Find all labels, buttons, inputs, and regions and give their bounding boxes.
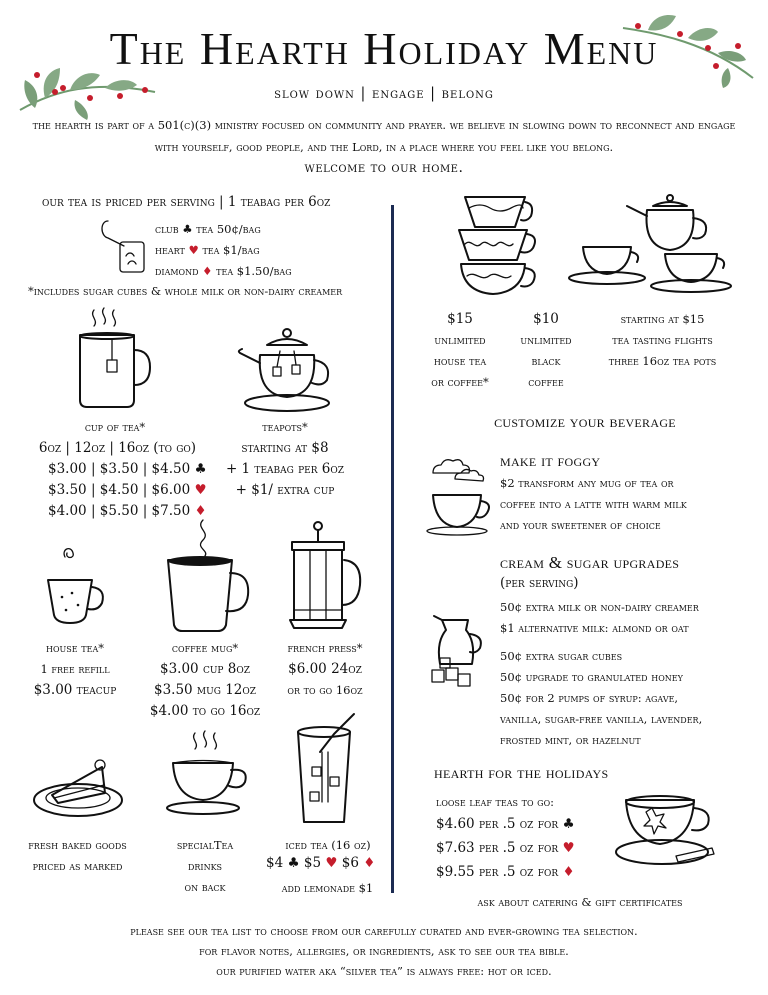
house-tea-price: $3.00 teacup	[33, 682, 117, 698]
coffee-mug-l3: $4.00 to go 16oz	[149, 703, 261, 719]
heart-icon: ♥	[194, 482, 207, 498]
heart-price-line: heart ♥ tea $1/bag	[155, 243, 260, 257]
teapots-l1: starting at $8	[241, 440, 329, 456]
club-icon: ♣	[194, 461, 207, 477]
welcome-text: welcome to our home.	[304, 160, 464, 176]
diamond-icon: ♦	[562, 864, 575, 880]
unlimited-house-l1: unlimited	[434, 333, 486, 347]
footer-line-2: for flavor notes, allergies, or ingredients, ask to see our tea bible.	[199, 944, 569, 958]
teapots-label: teapots*	[262, 420, 308, 434]
french-press-l1: $6.00 24oz	[288, 661, 362, 677]
iced-tea-glass-icon	[292, 712, 362, 827]
tea-pricing-heading: our tea is priced per serving | 1 teabag per 6oz	[42, 194, 331, 210]
footer-line-1: please see our tea list to choose from our carefully curated and ever-growing tea selection.	[130, 924, 638, 938]
special-tea-l2: drinks	[187, 859, 223, 873]
sugar-l1: 50¢ extra sugar cubes	[500, 649, 623, 663]
tasting-flight-l2: tea tasting flights	[612, 333, 713, 347]
diamond-icon: ♦	[202, 264, 213, 278]
cup-club-prices: $3.00 | $3.50 | $4.50 ♣	[48, 461, 207, 477]
sugar-l5: frosted mint, or hazelnut	[500, 733, 641, 747]
sugar-l3: 50¢ for 2 pumps of syrup: agave,	[500, 691, 679, 705]
foggy-cup-icon	[425, 455, 495, 535]
french-press-label: french press*	[287, 641, 363, 655]
coffee-mug-l2: $3.50 mug 12oz	[153, 682, 257, 698]
stacked-cups-icon	[455, 192, 545, 302]
catering-note: ask about catering & gift certificates	[477, 895, 683, 909]
holiday-diamond-price: $9.55 per .5 oz for ♦	[436, 864, 575, 880]
intro-text: the hearth is part of a 501(c)(3) ministry focused on community and prayer. we believe in slowing down to reconnect and engage with yourself, good people, and the Lord, in a place where you feel like you belong.	[32, 118, 736, 154]
cream-sugar-title: cream & sugar upgrades	[500, 553, 680, 572]
column-divider	[391, 205, 394, 893]
creamer-sugar-icon	[428, 612, 498, 692]
teacup-icon	[40, 545, 120, 630]
holiday-heart-price: $7.63 per .5 oz for ♥	[436, 840, 575, 856]
tagline: slow down | engage | belong	[274, 86, 494, 102]
teabag-icon	[98, 216, 148, 276]
heart-icon: ♥	[562, 840, 575, 856]
cup-sizes: 6oz | 12oz | 16oz (to go)	[38, 440, 197, 456]
sugar-l4: vanilla, sugar-free vanilla, lavender,	[500, 712, 703, 726]
coffee-mug-label: coffee mug*	[171, 641, 239, 655]
coffee-mug-icon	[158, 515, 258, 635]
baked-goods-l2: priced as marked	[32, 859, 123, 873]
club-icon: ♣	[182, 222, 193, 236]
french-press-icon	[280, 520, 370, 635]
teapots-l2: + 1 teabag per 6oz	[225, 461, 345, 477]
club-icon: ♣	[562, 816, 575, 832]
teapot-and-cups-icon	[565, 192, 745, 292]
special-tea-l3: on back	[184, 880, 226, 894]
diamond-icon: ♦	[194, 503, 207, 519]
cream-sugar-subtitle: (per serving)	[500, 575, 579, 591]
unlimited-black-l2: black	[531, 354, 561, 368]
tasting-flight-l1: starting at $15	[620, 312, 705, 326]
foggy-l2: coffee into a latte with warm milk	[500, 497, 687, 511]
club-icon: ♣	[287, 855, 300, 871]
iced-tea-prices: $4 ♣ $5 ♥ $6 ♦	[266, 855, 376, 871]
foggy-l1: $2 transform any mug of tea or	[500, 476, 674, 490]
iced-tea-label: iced tea (16 oz)	[285, 838, 371, 852]
footer-line-3: our purified water aka “silver tea” is always free: hot or iced.	[216, 964, 552, 978]
cake-slice-icon	[30, 755, 130, 825]
club-price-line: club ♣ tea 50¢/bag	[155, 222, 261, 236]
heart-icon: ♥	[325, 855, 338, 871]
page-title: The Hearth Holiday Menu	[109, 23, 659, 74]
sugar-l2: 50¢ upgrade to granulated honey	[500, 670, 683, 684]
fancy-teacup-icon	[165, 728, 255, 823]
cup-of-tea-label: cup of tea*	[84, 420, 146, 434]
unlimited-black-l3: coffee	[528, 375, 564, 389]
unlimited-house-price: $15	[447, 311, 473, 327]
foggy-l3: and your sweetener of choice	[500, 518, 661, 532]
customize-heading: customize your beverage	[494, 412, 676, 431]
tea-pricing-note: *includes sugar cubes & whole milk or non-dairy creamer	[28, 284, 343, 298]
heart-icon: ♥	[188, 243, 199, 257]
unlimited-house-l2: house tea	[433, 354, 487, 368]
house-tea-label: house tea*	[46, 641, 104, 655]
iced-tea-lemonade: add lemonade $1	[281, 881, 374, 895]
holidays-subheading: loose leaf teas to go:	[436, 795, 555, 809]
teapots-l3: + $1/ extra cup	[235, 482, 335, 498]
holiday-cup-icon	[612, 790, 722, 875]
coffee-mug-l1: $3.00 cup 8oz	[160, 661, 250, 677]
cup-diamond-prices: $4.00 | $5.50 | $7.50 ♦	[48, 503, 207, 519]
unlimited-black-l1: unlimited	[520, 333, 572, 347]
unlimited-black-price: $10	[533, 311, 559, 327]
cup-heart-prices: $3.50 | $4.50 | $6.00 ♥	[48, 482, 207, 498]
holiday-club-price: $4.60 per .5 oz for ♣	[436, 816, 575, 832]
foggy-title: make it foggy	[500, 451, 601, 470]
baked-goods-l1: fresh baked goods	[28, 838, 127, 852]
tea-mug-icon	[72, 305, 162, 415]
cream-l2: $1 alternative milk: almond or oat	[500, 621, 689, 635]
unlimited-house-l3: or coffee*	[431, 375, 489, 389]
french-press-l2: or to go 16oz	[287, 683, 363, 697]
holidays-heading: hearth for the holidays	[434, 763, 609, 782]
diamond-icon: ♦	[363, 855, 376, 871]
cream-l1: 50¢ extra milk or non-dairy creamer	[500, 600, 699, 614]
house-tea-refill: 1 free refill	[40, 662, 110, 676]
special-tea-l1: specialTea	[176, 838, 234, 852]
diamond-price-line: diamond ♦ tea $1.50/bag	[155, 264, 292, 278]
tasting-flight-l3: three 16oz tea pots	[608, 354, 717, 368]
teapot-icon	[232, 325, 342, 415]
